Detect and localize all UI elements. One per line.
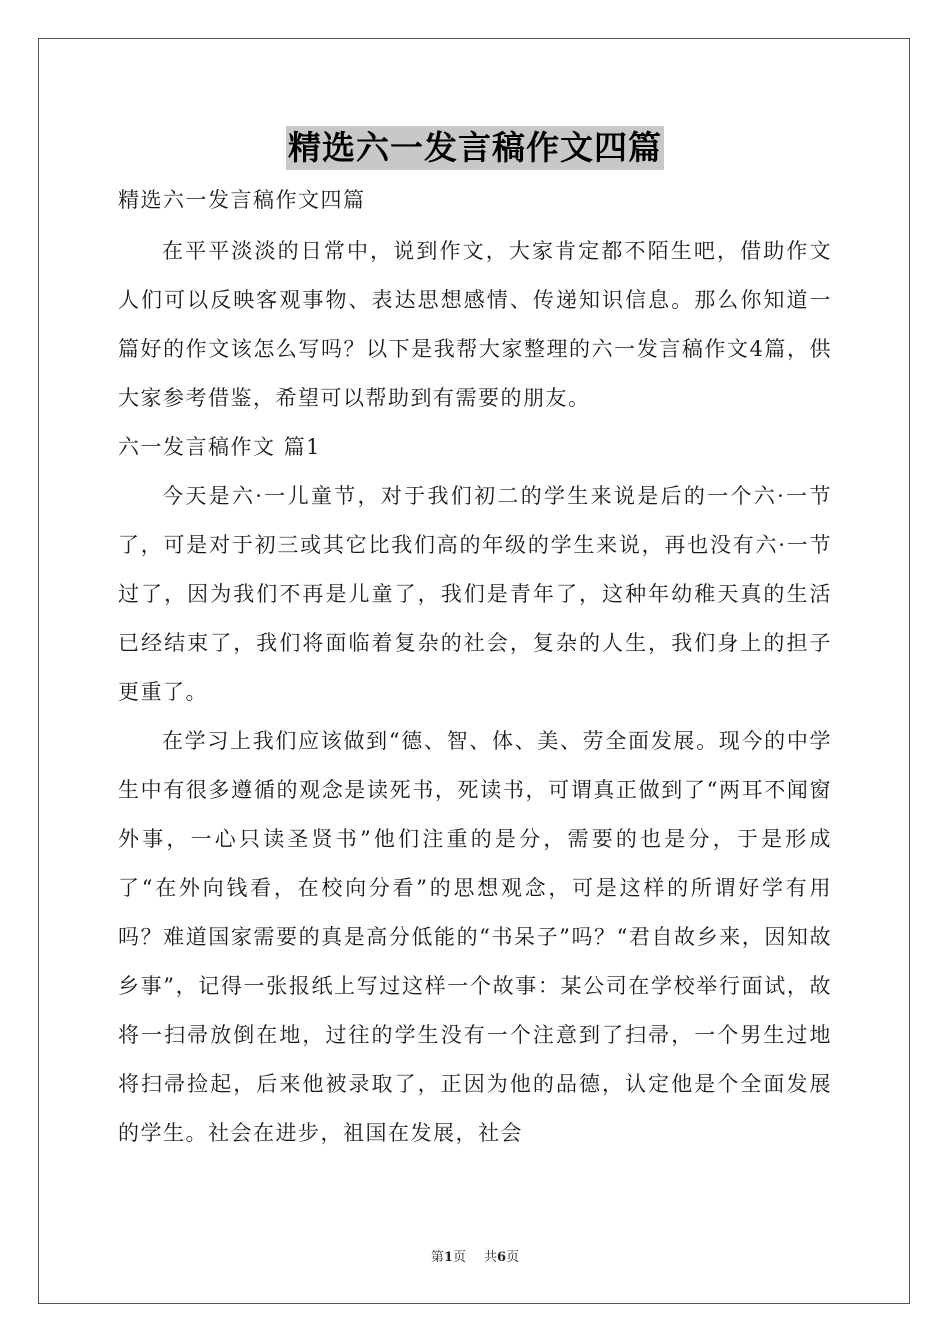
page-total-count: 6 (497, 1250, 507, 1265)
page-total-prefix: 共 (484, 1250, 498, 1265)
document-subtitle: 精选六一发言稿作文四篇 (118, 188, 366, 212)
document-body (118, 182, 832, 1158)
page-footer (0, 1246, 950, 1265)
section-heading: 六一发言稿作文 篇1 (118, 435, 322, 459)
body-paragraph-2: 在学习上我们应该做到“德、智、体、美、劳全面发展。现今的中学生中有很多遵循的观念是读死书，死读书，可谓真正做到了“两耳不闻窗外事，一心只读圣贤书”他们注重的是分，需要的也是分，于是形成了“在外向钱看，在校向分看”的思想观念，可是这样的所谓好学有用吗？难道国家需要的真是高分低能的“书呆子”吗？“君自故乡来，因知故乡事”，记得一张报纸上写过这样一个故事：某公司在学校举行面试，故将一扫帚放倒在地，过往的学生没有一个注意到了扫帚，一个男生过地将扫帚捡起，后来他被录取了，正因为他的品德，认定他是个全面发展的学生。社会在进步，祖国在发展，社会 (118, 729, 832, 1145)
page-number-current: 1 (443, 1250, 453, 1265)
title-area (0, 126, 950, 170)
page-number-suffix: 页 (452, 1250, 466, 1265)
page-number-prefix: 第 (430, 1250, 444, 1265)
document-title: 精选六一发言稿作文四篇 (286, 126, 664, 170)
page-total-suffix: 页 (506, 1250, 520, 1265)
body-paragraph-1: 今天是六·一儿童节，对于我们初二的学生来说是后的一个六·一节了，可是对于初三或其它比我们高的年级的学生来说，再也没有六·一节过了，因为我们不再是儿童了，我们是青年了，这种年幼稚天真的生活已经结束了，我们将面临着复杂的社会，复杂的人生，我们身上的担子更重了。 (118, 484, 832, 704)
intro-paragraph: 在平平淡淡的日常中，说到作文，大家肯定都不陌生吧，借助作文人们可以反映客观事物、表达思想感情、传递知识信息。那么你知道一篇好的作文该怎么写吗？以下是我帮大家整理的六一发言稿作文4篇，供大家参考借鉴，希望可以帮助到有需要的朋友。 (118, 239, 832, 410)
